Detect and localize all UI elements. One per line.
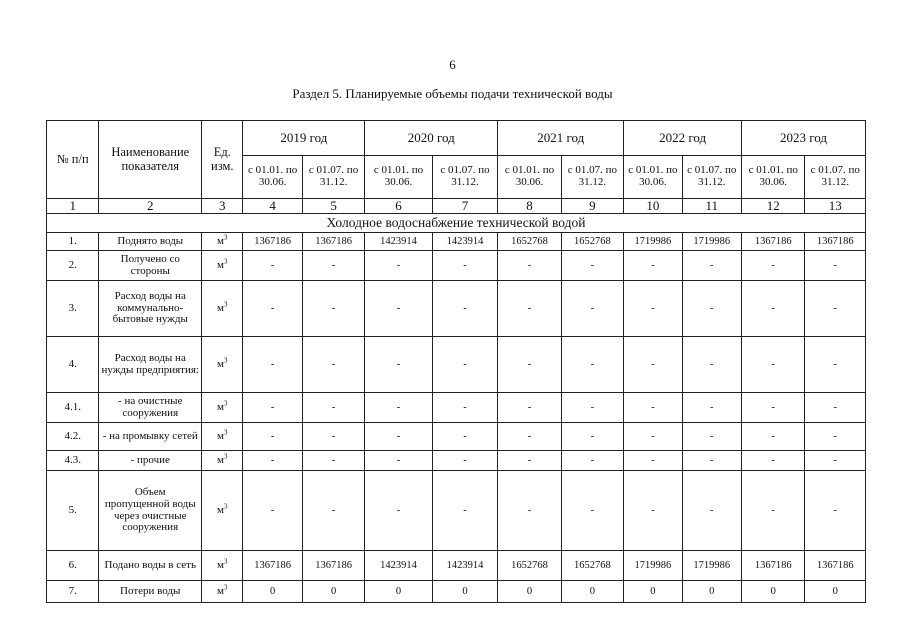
header-num: № п/п [47, 121, 99, 199]
value-cell: - [742, 337, 805, 393]
value-cell: - [302, 423, 364, 451]
value-cell: - [805, 393, 866, 423]
header-period-end: с 01.07. по 31.12. [432, 156, 497, 199]
table-row [47, 281, 866, 337]
column-number: 1 [47, 199, 99, 214]
column-number: 9 [561, 199, 623, 214]
value-cell: 1652768 [498, 551, 561, 581]
value-cell: - [561, 471, 623, 551]
value-cell: 0 [742, 581, 805, 603]
table-row [47, 551, 866, 581]
value-cell: - [805, 337, 866, 393]
unit-base: м [217, 234, 224, 247]
value-cell: - [682, 251, 741, 281]
value-cell: 1652768 [498, 233, 561, 251]
value-cell: - [302, 251, 364, 281]
value-cell: - [498, 251, 561, 281]
header-period-end: с 01.07. по 31.12. [805, 156, 866, 199]
value-cell: - [624, 471, 682, 551]
value-cell: - [432, 423, 497, 451]
value-cell: - [805, 471, 866, 551]
value-cell: - [365, 281, 432, 337]
unit-cell [202, 423, 243, 451]
header-unit: Ед. изм. [202, 121, 243, 199]
value-cell: - [682, 471, 741, 551]
row-number: 3. [47, 281, 99, 337]
value-cell: - [742, 393, 805, 423]
value-cell: - [432, 471, 497, 551]
value-cell: - [682, 451, 741, 471]
value-cell: - [624, 281, 682, 337]
table-row [47, 451, 866, 471]
unit-exponent: 3 [224, 300, 228, 309]
value-cell: - [561, 423, 623, 451]
value-cell: - [302, 471, 364, 551]
row-number: 6. [47, 551, 99, 581]
value-cell: - [805, 423, 866, 451]
header-period-start: с 01.01. по 30.06. [243, 156, 302, 199]
unit-base: м [217, 357, 224, 370]
value-cell: 1719986 [624, 551, 682, 581]
header-row-years [47, 121, 866, 156]
value-cell: - [805, 281, 866, 337]
value-cell: - [243, 393, 302, 423]
value-cell: 1367186 [243, 233, 302, 251]
row-number: 4.3. [47, 451, 99, 471]
value-cell: - [432, 281, 497, 337]
value-cell: - [498, 423, 561, 451]
value-cell: - [498, 393, 561, 423]
unit-base: м [217, 503, 224, 516]
header-year: 2022 год [624, 121, 742, 156]
column-number: 7 [432, 199, 497, 214]
value-cell: 1367186 [805, 551, 866, 581]
value-cell: 1423914 [432, 233, 497, 251]
value-cell: - [432, 393, 497, 423]
value-cell: 1367186 [742, 233, 805, 251]
unit-exponent: 3 [224, 233, 228, 242]
unit-cell [202, 337, 243, 393]
value-cell: - [243, 281, 302, 337]
value-cell: - [498, 471, 561, 551]
value-cell: 1719986 [682, 233, 741, 251]
unit-exponent: 3 [224, 399, 228, 408]
value-cell: 0 [498, 581, 561, 603]
indicator-name: - на промывку сетей [99, 423, 202, 451]
column-number: 10 [624, 199, 682, 214]
value-cell: 0 [624, 581, 682, 603]
value-cell: - [561, 281, 623, 337]
value-cell: 1423914 [432, 551, 497, 581]
value-cell: 1719986 [624, 233, 682, 251]
value-cell: - [805, 251, 866, 281]
value-cell: - [243, 471, 302, 551]
indicator-name: Получено со стороны [99, 251, 202, 281]
value-cell: 1367186 [805, 233, 866, 251]
value-cell: 1367186 [243, 551, 302, 581]
column-number: 13 [805, 199, 866, 214]
indicator-name: Расход воды на коммунально-бытовые нужды [99, 281, 202, 337]
header-period-start: с 01.01. по 30.06. [624, 156, 682, 199]
table-body [47, 199, 866, 603]
value-cell: 1367186 [302, 233, 364, 251]
value-cell: - [498, 451, 561, 471]
unit-base: м [217, 258, 224, 271]
section-heading: Холодное водоснабжение технической водой [47, 214, 866, 233]
unit-exponent: 3 [224, 356, 228, 365]
value-cell: 0 [365, 581, 432, 603]
value-cell: - [742, 451, 805, 471]
value-cell: - [432, 451, 497, 471]
value-cell: - [682, 423, 741, 451]
unit-base: м [217, 584, 224, 597]
value-cell: - [742, 471, 805, 551]
row-number: 1. [47, 233, 99, 251]
table-row [47, 337, 866, 393]
value-cell: 0 [561, 581, 623, 603]
header-year: 2021 год [498, 121, 624, 156]
header-period-start: с 01.01. по 30.06. [365, 156, 432, 199]
value-cell: - [624, 451, 682, 471]
value-cell: 1367186 [742, 551, 805, 581]
value-cell: - [561, 251, 623, 281]
value-cell: - [302, 451, 364, 471]
value-cell: - [302, 337, 364, 393]
table-row [47, 233, 866, 251]
header-year: 2019 год [243, 121, 365, 156]
value-cell: - [365, 393, 432, 423]
value-cell: - [365, 337, 432, 393]
unit-exponent: 3 [224, 452, 228, 461]
value-cell: - [365, 451, 432, 471]
header-period-start: с 01.01. по 30.06. [742, 156, 805, 199]
header-period-end: с 01.07. по 31.12. [561, 156, 623, 199]
table-row [47, 423, 866, 451]
value-cell: 1652768 [561, 233, 623, 251]
indicator-name: Объем пропущенной воды через очистные сооружения [99, 471, 202, 551]
value-cell: 0 [243, 581, 302, 603]
indicator-name: Поднято воды [99, 233, 202, 251]
value-cell: 0 [682, 581, 741, 603]
column-number: 5 [302, 199, 364, 214]
value-cell: - [243, 251, 302, 281]
row-number: 4.2. [47, 423, 99, 451]
value-cell: - [243, 423, 302, 451]
value-cell: - [302, 393, 364, 423]
value-cell: 1652768 [561, 551, 623, 581]
value-cell: - [302, 281, 364, 337]
unit-cell [202, 551, 243, 581]
section-title: Раздел 5. Планируемые объемы подачи технической воды [292, 86, 613, 101]
header-year: 2020 год [365, 121, 498, 156]
header-period-start: с 01.01. по 30.06. [498, 156, 561, 199]
value-cell: - [805, 451, 866, 471]
column-number: 6 [365, 199, 432, 214]
column-number: 3 [202, 199, 243, 214]
row-number: 4.1. [47, 393, 99, 423]
value-cell: - [365, 423, 432, 451]
unit-cell [202, 393, 243, 423]
page-number: 6 [449, 57, 456, 72]
value-cell: - [624, 337, 682, 393]
value-cell: - [742, 251, 805, 281]
unit-base: м [217, 301, 224, 314]
value-cell: - [624, 423, 682, 451]
row-number: 4. [47, 337, 99, 393]
value-cell: - [561, 393, 623, 423]
header-year: 2023 год [742, 121, 866, 156]
section-heading-row [47, 214, 866, 233]
value-cell: - [243, 337, 302, 393]
table-row [47, 393, 866, 423]
table-row [47, 251, 866, 281]
value-cell: - [365, 471, 432, 551]
value-cell: - [243, 451, 302, 471]
unit-exponent: 3 [224, 428, 228, 437]
unit-base: м [217, 400, 224, 413]
column-number: 11 [682, 199, 741, 214]
unit-cell [202, 581, 243, 603]
unit-cell [202, 451, 243, 471]
unit-exponent: 3 [224, 502, 228, 511]
row-number: 2. [47, 251, 99, 281]
indicator-name: Потери воды [99, 581, 202, 603]
value-cell: - [432, 251, 497, 281]
indicator-name: - прочие [99, 451, 202, 471]
value-cell: 1719986 [682, 551, 741, 581]
table-row [47, 471, 866, 551]
value-cell: - [432, 337, 497, 393]
value-cell: 0 [805, 581, 866, 603]
unit-cell [202, 281, 243, 337]
unit-exponent: 3 [224, 257, 228, 266]
header-period-end: с 01.07. по 31.12. [682, 156, 741, 199]
value-cell: - [682, 281, 741, 337]
row-number: 5. [47, 471, 99, 551]
unit-cell [202, 471, 243, 551]
column-number: 8 [498, 199, 561, 214]
unit-cell [202, 251, 243, 281]
header-name: Наименование показателя [99, 121, 202, 199]
header-period-end: с 01.07. по 31.12. [302, 156, 364, 199]
value-cell: - [682, 393, 741, 423]
unit-cell [202, 233, 243, 251]
value-cell: - [624, 393, 682, 423]
value-cell: - [742, 281, 805, 337]
unit-base: м [217, 429, 224, 442]
value-cell: 0 [302, 581, 364, 603]
value-cell: - [561, 337, 623, 393]
column-number: 12 [742, 199, 805, 214]
indicator-name: - на очистные сооружения [99, 393, 202, 423]
value-cell: - [742, 423, 805, 451]
column-number: 2 [99, 199, 202, 214]
value-cell: - [498, 337, 561, 393]
value-cell: 1423914 [365, 551, 432, 581]
unit-base: м [217, 558, 224, 571]
indicator-name: Расход воды на нужды предприятия: [99, 337, 202, 393]
value-cell: - [682, 337, 741, 393]
planned-volumes-table [46, 120, 866, 603]
value-cell: 0 [432, 581, 497, 603]
value-cell: - [498, 281, 561, 337]
value-cell: 1367186 [302, 551, 364, 581]
unit-exponent: 3 [224, 583, 228, 592]
value-cell: - [365, 251, 432, 281]
unit-base: м [217, 453, 224, 466]
value-cell: - [561, 451, 623, 471]
column-number: 4 [243, 199, 302, 214]
table-row [47, 581, 866, 603]
indicator-name: Подано воды в сеть [99, 551, 202, 581]
column-number-row [47, 199, 866, 214]
value-cell: - [624, 251, 682, 281]
row-number: 7. [47, 581, 99, 603]
unit-exponent: 3 [224, 557, 228, 566]
value-cell: 1423914 [365, 233, 432, 251]
